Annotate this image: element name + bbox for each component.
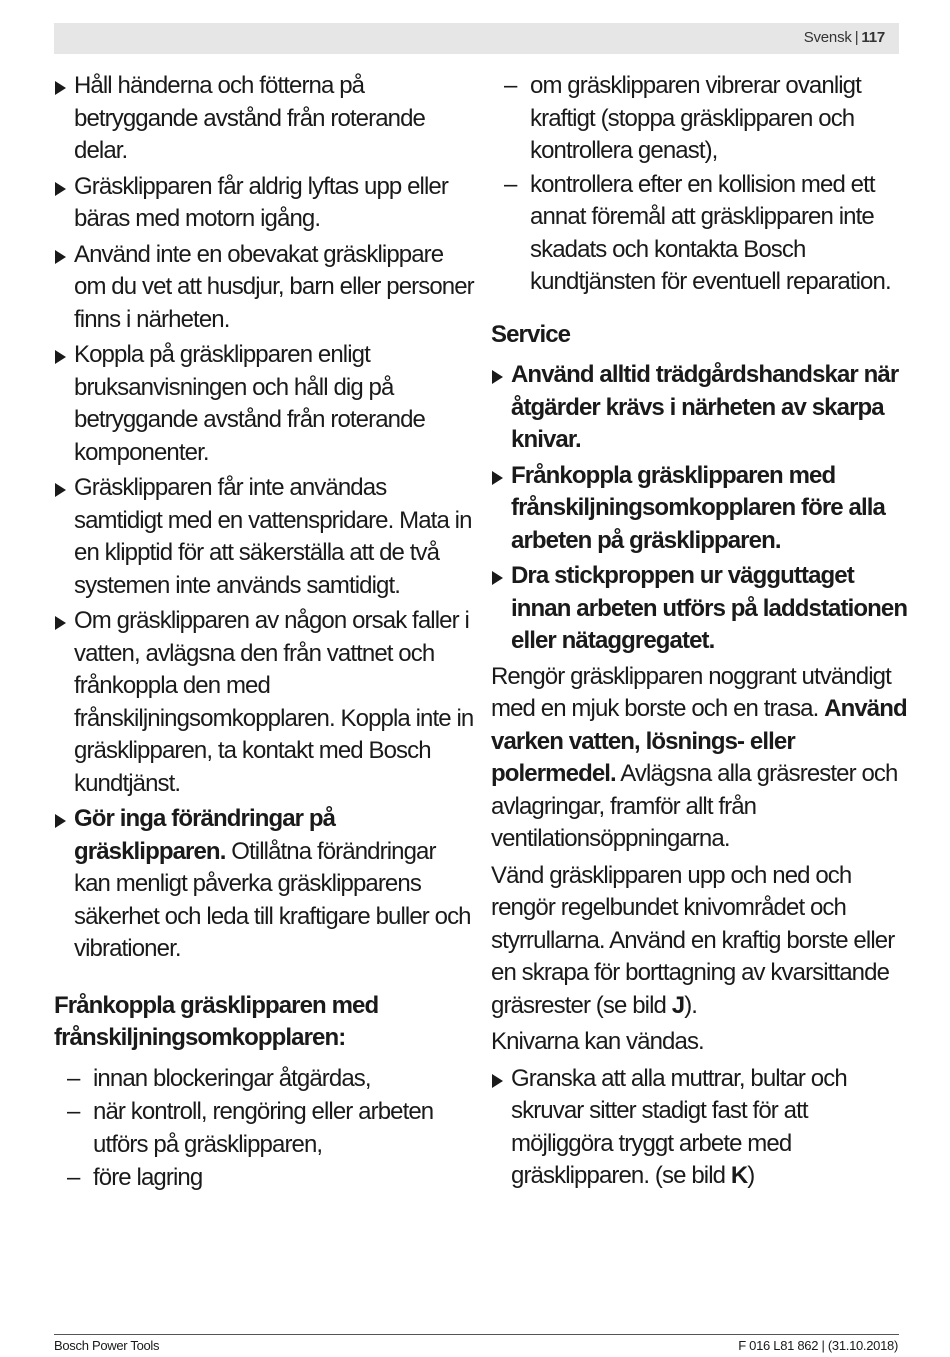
header-separator: | bbox=[854, 29, 859, 46]
blades-paragraph: Knivarna kan vändas. bbox=[491, 1028, 704, 1055]
footer-brand: Bosch Power Tools bbox=[54, 1338, 160, 1353]
dash-marker: – bbox=[504, 170, 517, 198]
bullet-text: Granska att alla muttrar, bultar och skruvar sitter stadigt fast för att möjliggöra tryggt arbete med gräsklipparen. (se bild bbox=[511, 1064, 847, 1189]
bullet-bold-text: Dra stickproppen ur vägguttaget innan arbeten utförs på laddstationen eller nätaggregatet. bbox=[511, 562, 908, 654]
safety-bullet bbox=[54, 171, 474, 236]
safety-bullet bbox=[54, 472, 474, 602]
figure-ref-j: J bbox=[671, 991, 685, 1019]
safety-bullet-modifications bbox=[54, 803, 474, 966]
safety-bullet bbox=[54, 339, 474, 469]
triangle-bullet-icon bbox=[492, 370, 503, 384]
dash-marker: – bbox=[67, 1164, 80, 1191]
bullet-text: Använd inte en obevakat gräsklippare om du vet att husdjur, barn eller personer finns i närheten. bbox=[74, 240, 474, 333]
triangle-bullet-icon bbox=[55, 814, 66, 828]
para-bold-text: Använd varken vatten, lösnings- eller polermedel. bbox=[491, 695, 907, 787]
right-column bbox=[491, 70, 911, 1196]
triangle-bullet-icon bbox=[492, 571, 503, 585]
service-bullet bbox=[491, 560, 911, 658]
dash-text: om gräsklipparen vibrerar ovanligt kraftigt (stoppa gräsklipparen och kontrollera genast), bbox=[530, 72, 861, 164]
bullet-bold-text: Frånkoppla gräsklipparen med frånskiljningsomkopplaren före alla arbeten på gräsklipparen. bbox=[511, 461, 885, 554]
underside-paragraph bbox=[491, 860, 911, 1023]
bullet-text: Gräsklipparen får aldrig lyftas upp eller bäras med motorn igång. bbox=[74, 172, 448, 232]
safety-bullet bbox=[54, 605, 474, 800]
check-bolts-bullet bbox=[491, 1063, 911, 1193]
dash-marker: – bbox=[67, 1098, 80, 1125]
service-bullet bbox=[491, 359, 911, 457]
bullet-text: ) bbox=[747, 1162, 755, 1189]
dash-text: kontrollera efter en kollision med ett annat föremål att gräsklipparen inte skadats och kontakta Bosch kundtjänsten för eventuell reparation. bbox=[530, 170, 891, 295]
triangle-bullet-icon bbox=[55, 616, 66, 630]
header-language: Svensk bbox=[803, 29, 852, 46]
bullet-bold-text: Gör inga förändringar på gräsklipparen. bbox=[74, 805, 336, 865]
triangle-bullet-icon bbox=[55, 182, 66, 196]
footer-doc-id: F 016 L81 862 | (31.10.2018) bbox=[738, 1338, 898, 1353]
dash-item bbox=[54, 1162, 474, 1195]
bullet-text: Gräsklipparen får inte användas samtidigt med en vattenspridare. Mata in en klipptid för att säkerställa att de två systemen inte används samtidigt. bbox=[74, 474, 472, 599]
section-heading-disconnect: Frånkoppla gräsklipparen med frånskiljningsomkopplaren: bbox=[54, 991, 379, 1051]
dash-text: före lagring bbox=[93, 1164, 203, 1191]
service-bullet bbox=[491, 460, 911, 558]
triangle-bullet-icon bbox=[55, 250, 66, 264]
triangle-bullet-icon bbox=[492, 471, 503, 485]
cleaning-paragraph bbox=[491, 661, 911, 856]
dash-item bbox=[54, 1096, 474, 1161]
header-bar bbox=[54, 23, 899, 54]
para-text: Avlägsna alla gräsrester och avlagringar, framför allt från ventilationsöppningarna. bbox=[491, 760, 898, 852]
page-header bbox=[804, 29, 885, 46]
bullet-text: Om gräsklipparen av någon orsak faller i vatten, avlägsna den från vattnet och frånkoppla den med frånskiljningsomkopplaren. Koppla inte in gräsklipparen, ta kontakt med Bosch kundtjänst. bbox=[74, 607, 474, 797]
para-text: ). bbox=[684, 991, 698, 1019]
page-number: 117 bbox=[861, 29, 885, 46]
safety-bullet bbox=[54, 239, 474, 337]
triangle-bullet-icon bbox=[55, 81, 66, 95]
triangle-bullet-icon bbox=[492, 1074, 503, 1088]
triangle-bullet-icon bbox=[55, 483, 66, 497]
dash-item bbox=[491, 70, 911, 168]
dash-text: innan blockeringar åtgärdas, bbox=[93, 1064, 371, 1092]
section-heading-service: Service bbox=[491, 320, 571, 348]
dash-marker: – bbox=[504, 72, 517, 99]
safety-bullet bbox=[54, 70, 474, 168]
footer-rule bbox=[54, 1334, 899, 1335]
dash-item bbox=[54, 1063, 474, 1096]
figure-ref-k: K bbox=[730, 1162, 748, 1189]
triangle-bullet-icon bbox=[55, 350, 66, 364]
bullet-text: Otillåtna förändringar kan menligt påverka gräsklipparens säkerhet och leda till kraftigare buller och vibrationer. bbox=[74, 837, 471, 962]
para-text: Vänd gräsklipparen upp och ned och rengör regelbundet knivområdet och styrrullarna. Använd en kraftig borste eller en skrapa för borttagning av kvarsittande gräsrester (se bild bbox=[491, 861, 895, 1019]
bullet-text: Koppla på gräsklipparen enligt bruksanvisningen och håll dig på betryggande avstånd från roterande komponenter. bbox=[74, 341, 425, 466]
bullet-text: Håll händerna och fötterna på betryggande avstånd från roterande delar. bbox=[74, 72, 425, 164]
dash-text: när kontroll, rengöring eller arbeten utförs på gräsklipparen, bbox=[93, 1098, 434, 1158]
dash-marker: – bbox=[67, 1064, 80, 1092]
para-text: Rengör gräsklipparen noggrant utvändigt med en mjuk borste och en trasa. bbox=[491, 662, 891, 722]
dash-item bbox=[491, 169, 911, 299]
left-column bbox=[54, 70, 474, 1196]
bullet-bold-text: Använd alltid trädgårdshandskar när åtgärder krävs i närheten av skarpa knivar. bbox=[511, 361, 899, 453]
